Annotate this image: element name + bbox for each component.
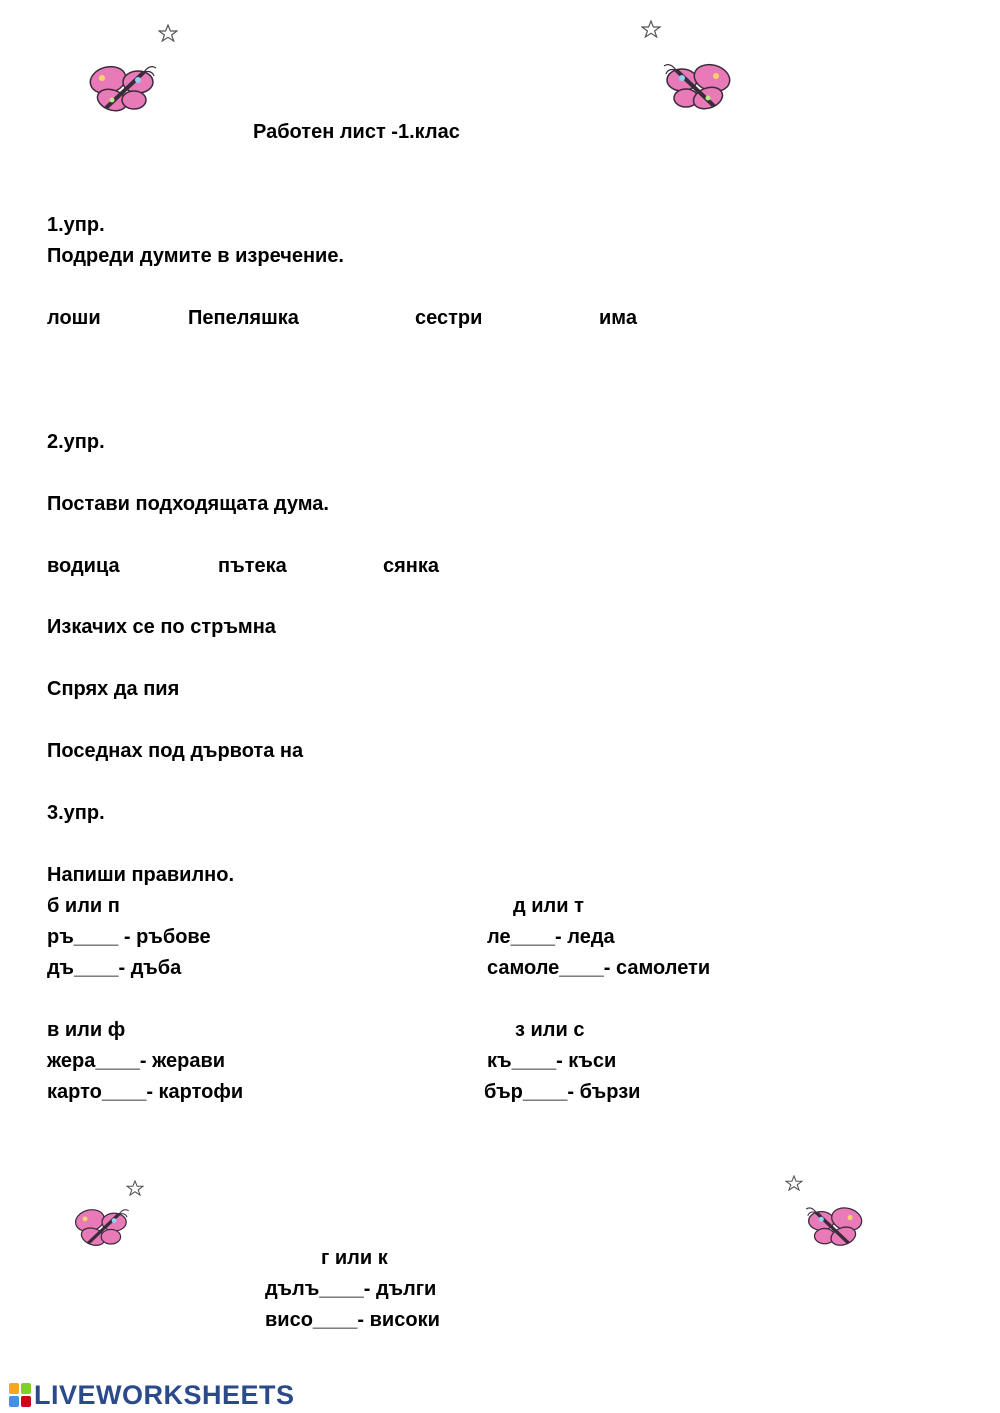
fill-item: бър____- бързи (484, 1081, 641, 1103)
star-icon (158, 24, 178, 42)
liveworksheets-logo-icon (8, 1382, 32, 1408)
exercise-1-instruction: Подреди думите в изречение. (47, 245, 344, 267)
group-label: б или п (47, 895, 120, 917)
exercise-3-instruction: Напиши правилно. (47, 864, 235, 886)
group-label: в или ф (47, 1019, 126, 1041)
word-option: сянка (383, 555, 440, 577)
exercise-2-heading: 2.упр. (47, 431, 105, 453)
star-icon (641, 20, 661, 38)
word-chip: лоши (47, 307, 101, 329)
word-chip: сестри (415, 307, 483, 329)
page-title: Работен лист -1.клас (253, 121, 460, 143)
footer-brand-text: LIVEWORKSHEETS (34, 1379, 295, 1410)
group-label: з или с (515, 1019, 585, 1041)
exercise-3-heading: 3.упр. (47, 802, 105, 824)
sentence-line: Изкачих се по стръмна (47, 616, 276, 638)
word-chip: има (599, 307, 637, 329)
fill-item: ръ____ - ръбове (47, 926, 211, 948)
sentence-line: Поседнах под дървота на (47, 740, 304, 762)
star-icon (126, 1180, 144, 1196)
butterfly-icon (72, 1206, 132, 1248)
footer-brand[interactable] (8, 1380, 295, 1410)
group-label: д или т (513, 895, 584, 917)
word-chip: Пепеляшка (188, 307, 299, 329)
fill-item: дълъ____- дълги (265, 1278, 437, 1300)
butterfly-icon (86, 62, 160, 114)
fill-item: дъ____- дъба (47, 957, 182, 979)
star-icon (785, 1175, 803, 1191)
fill-item: жера____- жерави (47, 1050, 226, 1072)
fill-item: къ____- къси (487, 1050, 617, 1072)
word-option: пътека (218, 555, 287, 577)
exercise-1-heading: 1.упр. (47, 214, 105, 236)
fill-item: карто____- картофи (47, 1081, 244, 1103)
butterfly-icon (660, 60, 734, 112)
fill-item: висо____- високи (265, 1309, 440, 1331)
group-label: г или к (321, 1247, 388, 1269)
sentence-line: Спрях да пия (47, 678, 180, 700)
butterfly-icon (802, 1204, 866, 1248)
fill-item: самоле____- самолети (487, 957, 711, 979)
exercise-2-instruction: Постави подходящата дума. (47, 493, 329, 515)
fill-item: ле____- леда (487, 926, 615, 948)
word-option: водица (47, 555, 120, 577)
